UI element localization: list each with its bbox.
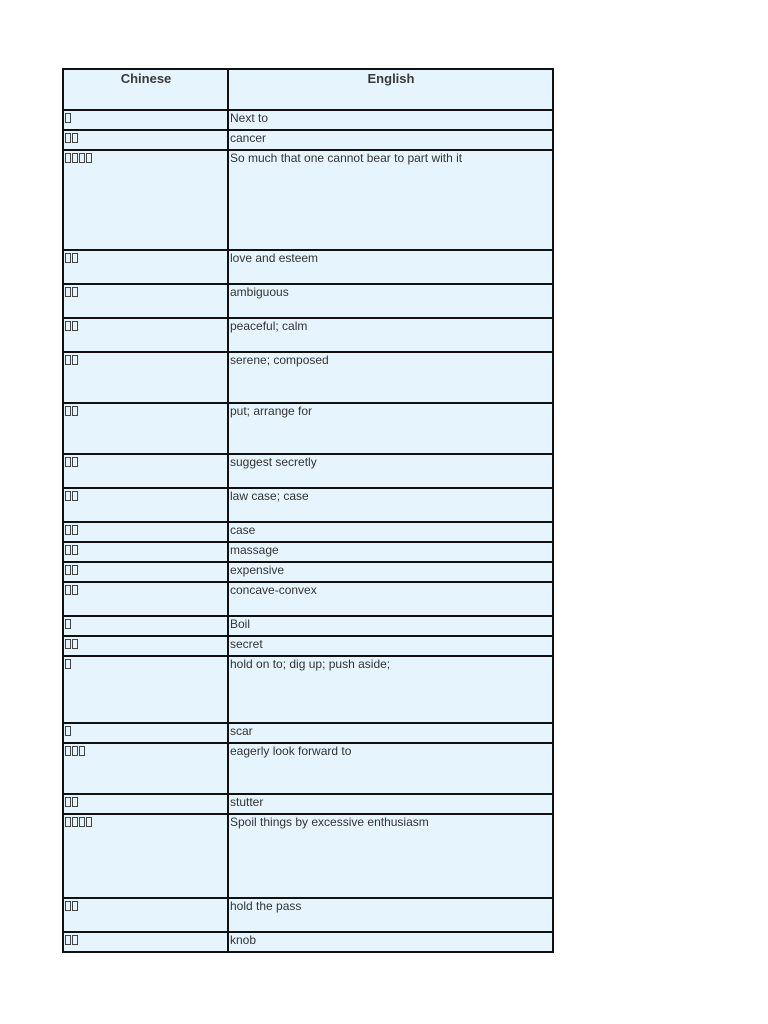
missing-glyph-box (72, 585, 78, 595)
chinese-term (65, 111, 72, 125)
missing-glyph-box (72, 253, 78, 263)
chinese-cell (63, 562, 228, 582)
missing-glyph-box (86, 153, 92, 163)
chinese-cell (63, 130, 228, 150)
english-cell: expensive (228, 562, 553, 582)
missing-glyph-box (72, 321, 78, 331)
missing-glyph-box (65, 113, 71, 123)
missing-glyph-box (65, 406, 71, 416)
english-cell: massage (228, 542, 553, 562)
chinese-term (65, 404, 79, 418)
missing-glyph-box (65, 491, 71, 501)
chinese-term (65, 523, 79, 537)
table-header-row (63, 69, 553, 110)
english-cell: peaceful; calm (228, 318, 553, 352)
chinese-term (65, 543, 79, 557)
table-row (63, 898, 553, 932)
missing-glyph-box (72, 746, 78, 756)
missing-glyph-box (72, 153, 78, 163)
english-cell: eagerly look forward to (228, 743, 553, 794)
english-cell: ambiguous (228, 284, 553, 318)
missing-glyph-box (65, 935, 71, 945)
chinese-term (65, 489, 79, 503)
chinese-cell (63, 898, 228, 932)
missing-glyph-box (86, 817, 92, 827)
english-cell: hold on to; dig up; push aside; (228, 656, 553, 723)
chinese-cell (63, 656, 228, 723)
missing-glyph-box (65, 901, 71, 911)
missing-glyph-box (65, 287, 71, 297)
chinese-cell (63, 743, 228, 794)
chinese-cell (63, 932, 228, 952)
chinese-term (65, 899, 79, 913)
chinese-cell (63, 488, 228, 522)
chinese-term (65, 285, 79, 299)
table-row (63, 723, 553, 743)
missing-glyph-box (65, 726, 71, 736)
missing-glyph-box (72, 797, 78, 807)
english-cell: case (228, 522, 553, 542)
chinese-cell (63, 352, 228, 403)
table-row (63, 454, 553, 488)
chinese-term (65, 657, 72, 671)
chinese-cell (63, 110, 228, 130)
missing-glyph-box (65, 746, 71, 756)
chinese-term (65, 319, 79, 333)
missing-glyph-box (72, 491, 78, 501)
missing-glyph-box (79, 153, 85, 163)
table-row (63, 743, 553, 794)
chinese-term (65, 724, 72, 738)
chinese-term (65, 353, 79, 367)
english-cell: serene; composed (228, 352, 553, 403)
chinese-term (65, 617, 72, 631)
table-row (63, 318, 553, 352)
table-row (63, 636, 553, 656)
english-cell: concave-convex (228, 582, 553, 616)
missing-glyph-box (65, 797, 71, 807)
english-cell: put; arrange for (228, 403, 553, 454)
table-row (63, 488, 553, 522)
chinese-term (65, 795, 79, 809)
vocabulary-table (62, 68, 554, 953)
missing-glyph-box (72, 406, 78, 416)
english-cell: stutter (228, 794, 553, 814)
chinese-cell (63, 284, 228, 318)
missing-glyph-box (79, 746, 85, 756)
english-cell: Next to (228, 110, 553, 130)
missing-glyph-box (72, 639, 78, 649)
english-cell: hold the pass (228, 898, 553, 932)
table-row (63, 403, 553, 454)
missing-glyph-box (65, 585, 71, 595)
missing-glyph-box (72, 545, 78, 555)
english-cell: suggest secretly (228, 454, 553, 488)
chinese-cell (63, 454, 228, 488)
table-body (63, 110, 553, 952)
chinese-cell (63, 636, 228, 656)
chinese-cell (63, 794, 228, 814)
missing-glyph-box (72, 901, 78, 911)
english-cell: secret (228, 636, 553, 656)
table-row (63, 794, 553, 814)
missing-glyph-box (65, 525, 71, 535)
table-row (63, 522, 553, 542)
missing-glyph-box (65, 817, 71, 827)
column-header-chinese: Chinese (63, 69, 228, 110)
missing-glyph-box (72, 355, 78, 365)
chinese-cell (63, 814, 228, 898)
chinese-term (65, 933, 79, 947)
english-cell: scar (228, 723, 553, 743)
table-row (63, 932, 553, 952)
chinese-cell (63, 582, 228, 616)
chinese-term (65, 151, 93, 165)
chinese-cell (63, 522, 228, 542)
missing-glyph-box (65, 639, 71, 649)
missing-glyph-box (65, 355, 71, 365)
table-row (63, 582, 553, 616)
table-row (63, 250, 553, 284)
english-cell: knob (228, 932, 553, 952)
missing-glyph-box (72, 935, 78, 945)
table-row (63, 150, 553, 250)
table-row (63, 352, 553, 403)
missing-glyph-box (65, 457, 71, 467)
table-row (63, 562, 553, 582)
english-cell: So much that one cannot bear to part with it (228, 150, 553, 250)
missing-glyph-box (72, 565, 78, 575)
chinese-term (65, 637, 79, 651)
missing-glyph-box (72, 133, 78, 143)
english-cell: Boil (228, 616, 553, 636)
missing-glyph-box (79, 817, 85, 827)
english-cell: love and esteem (228, 250, 553, 284)
missing-glyph-box (65, 153, 71, 163)
table-row (63, 284, 553, 318)
missing-glyph-box (65, 659, 71, 669)
missing-glyph-box (65, 619, 71, 629)
chinese-cell (63, 318, 228, 352)
missing-glyph-box (65, 565, 71, 575)
chinese-term (65, 131, 79, 145)
english-cell: Spoil things by excessive enthusiasm (228, 814, 553, 898)
english-cell: cancer (228, 130, 553, 150)
table-row (63, 130, 553, 150)
missing-glyph-box (72, 287, 78, 297)
column-header-english: English (228, 69, 553, 110)
chinese-cell (63, 616, 228, 636)
missing-glyph-box (65, 133, 71, 143)
table-row (63, 542, 553, 562)
chinese-term (65, 744, 86, 758)
missing-glyph-box (65, 253, 71, 263)
table-row (63, 110, 553, 130)
chinese-cell (63, 723, 228, 743)
english-cell: law case; case (228, 488, 553, 522)
missing-glyph-box (72, 457, 78, 467)
missing-glyph-box (72, 525, 78, 535)
chinese-term (65, 455, 79, 469)
missing-glyph-box (72, 817, 78, 827)
table-row (63, 656, 553, 723)
missing-glyph-box (65, 321, 71, 331)
chinese-cell (63, 250, 228, 284)
table-row (63, 616, 553, 636)
table-row (63, 814, 553, 898)
chinese-term (65, 583, 79, 597)
chinese-cell (63, 403, 228, 454)
chinese-term (65, 563, 79, 577)
chinese-term (65, 251, 79, 265)
missing-glyph-box (65, 545, 71, 555)
chinese-term (65, 815, 93, 829)
chinese-cell (63, 542, 228, 562)
chinese-cell (63, 150, 228, 250)
